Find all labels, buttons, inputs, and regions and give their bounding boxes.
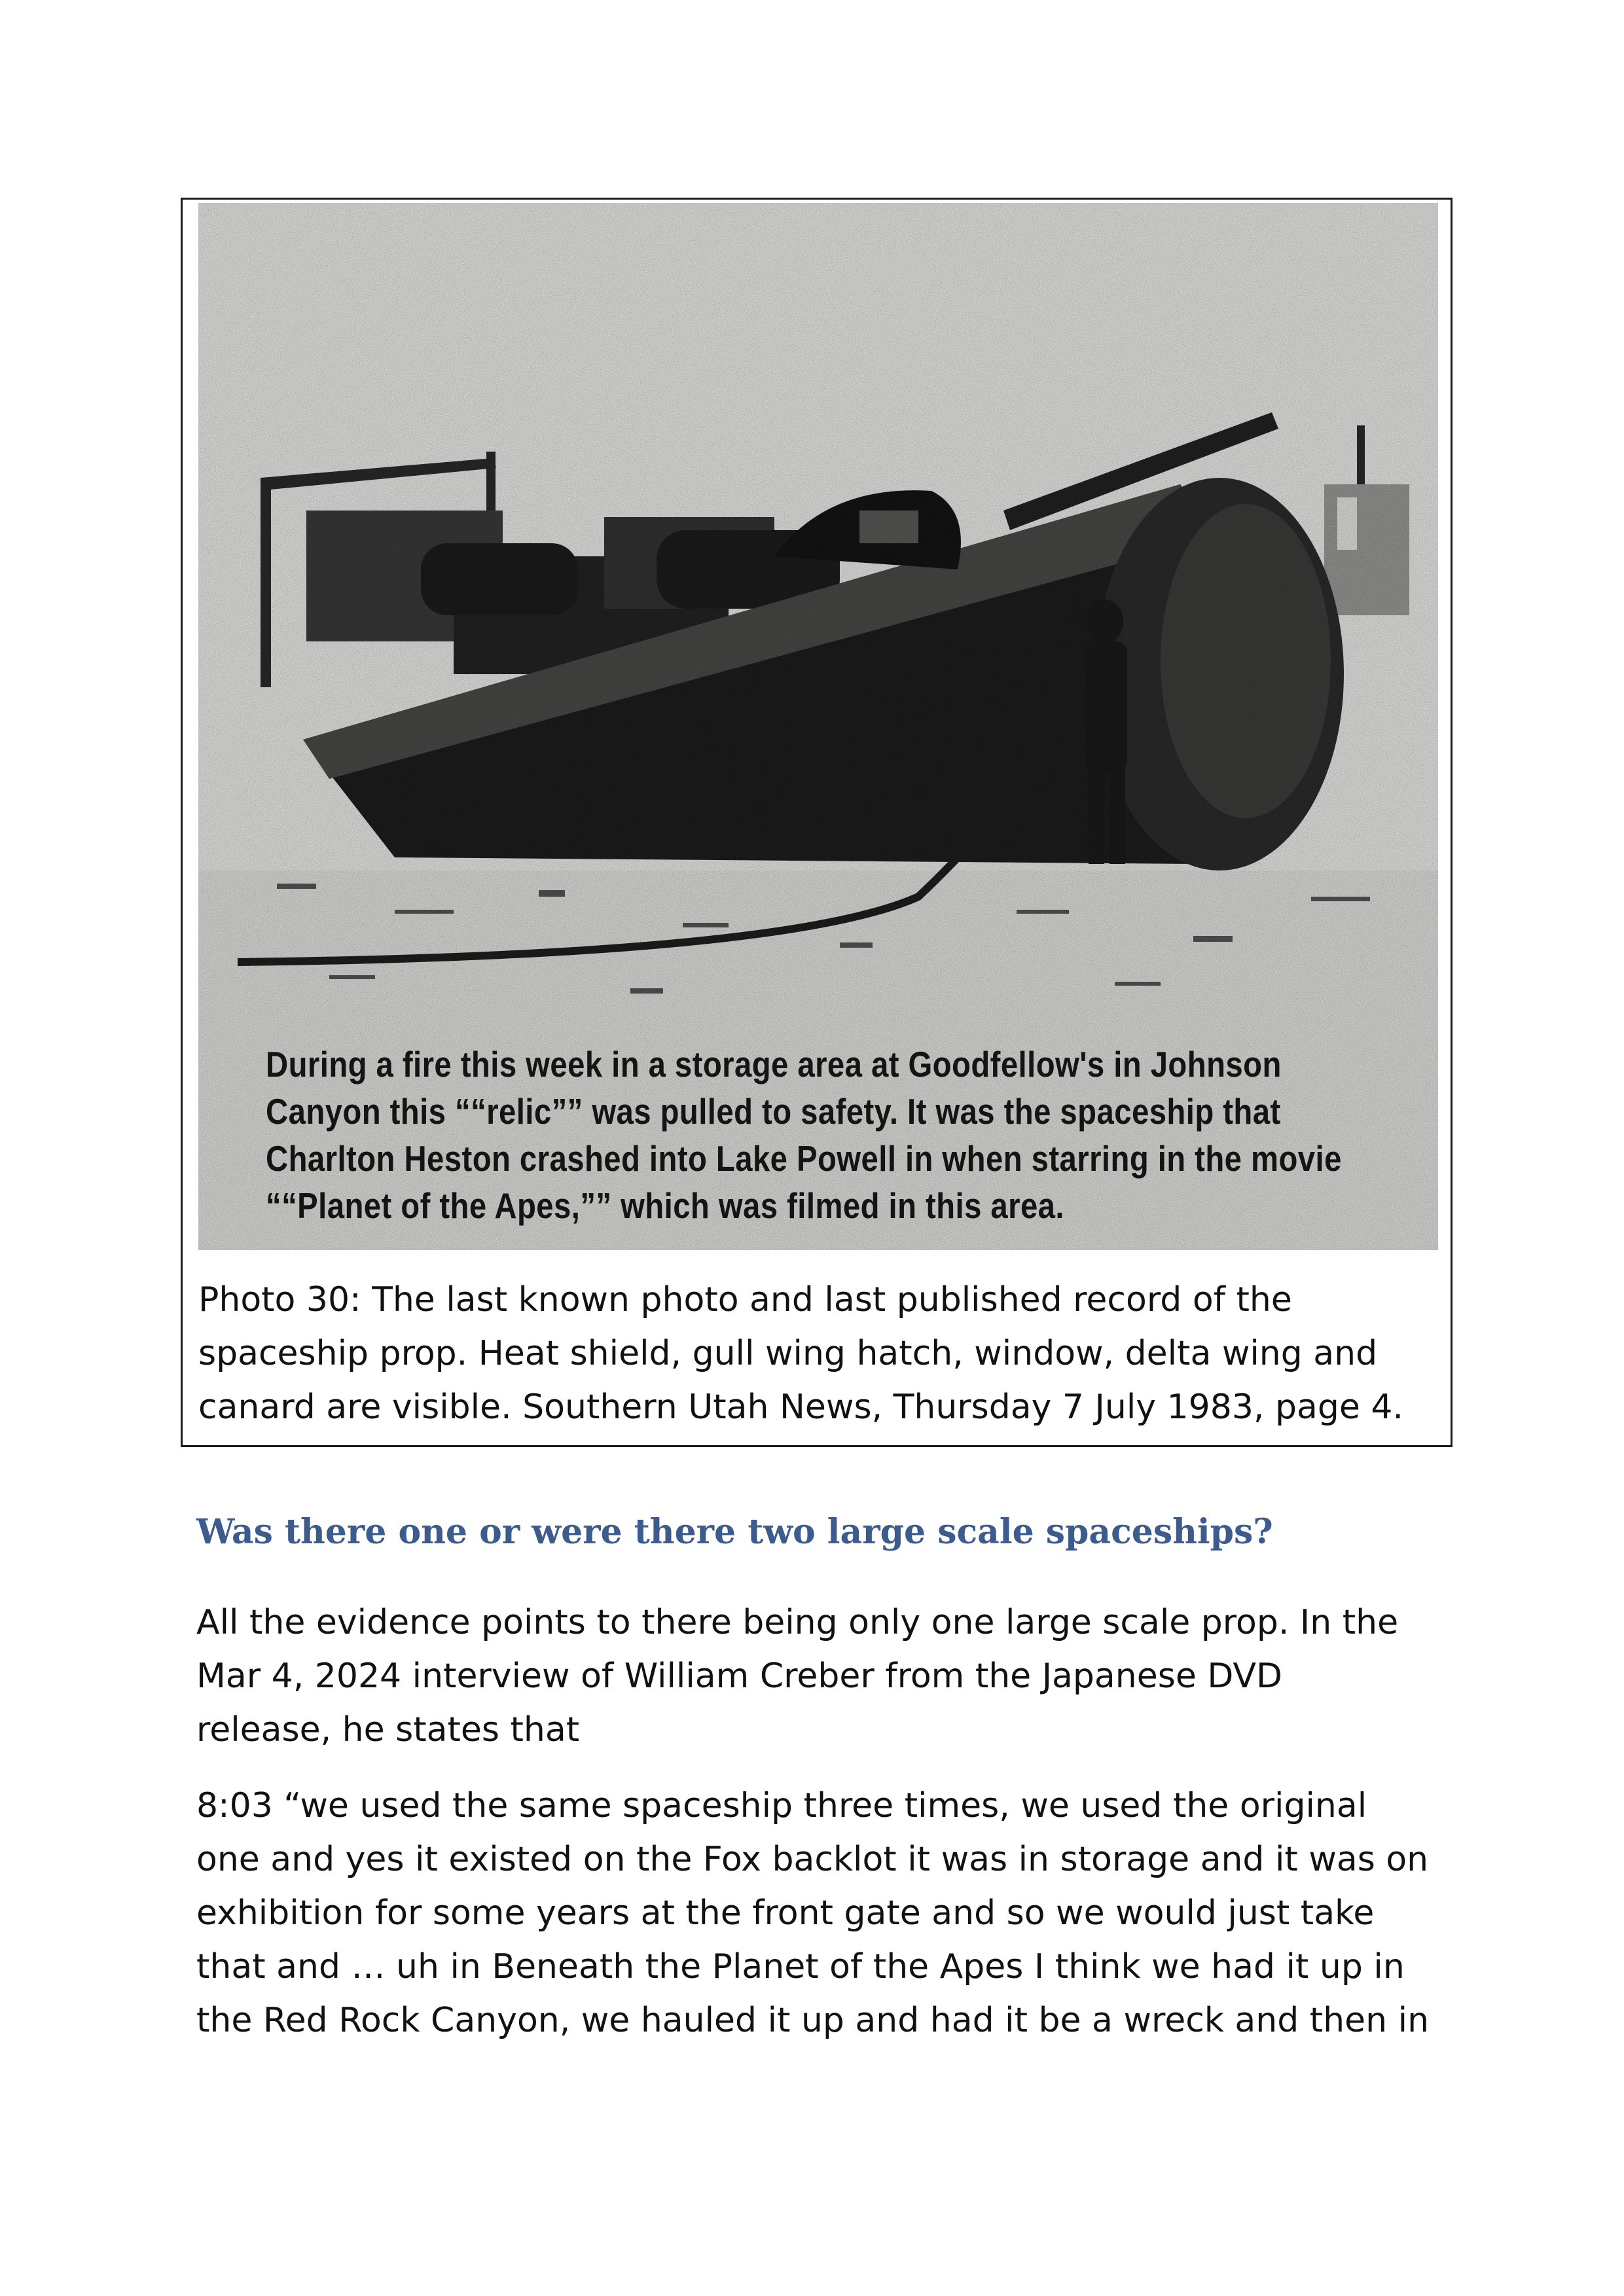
newspaper-photo [198, 203, 1438, 1250]
paragraph-line: All the evidence points to there being only one large scale prop. In the [196, 1603, 1399, 1642]
paragraph-line: one and yes it existed on the Fox backlot it was in storage and it was on [196, 1840, 1429, 1879]
newspaper-caption [266, 1041, 1342, 1229]
paragraph-line: the Red Rock Canyon, we hauled it up and had it be a wreck and then in [196, 2001, 1430, 2040]
paragraph-line: Mar 4, 2024 interview of William Creber from the Japanese DVD [196, 1657, 1283, 1696]
photo-caption-line: canard are visible. Southern Utah News, Thursday 7 July 1983, page 4. [198, 1388, 1403, 1427]
photo-caption-line: spaceship prop. Heat shield, gull wing hatch, window, delta wing and [198, 1334, 1378, 1373]
figure-frame [181, 198, 1453, 1447]
paragraph-line: exhibition for some years at the front gate and so we would just take [196, 1893, 1375, 1933]
newspaper-caption-line: Canyon this ““relic”” was pulled to safety. It was the spaceship that [266, 1091, 1281, 1132]
paragraph-line: release, he states that [196, 1710, 580, 1749]
photo-caption-line: Photo 30: The last known photo and last published record of the [198, 1280, 1292, 1319]
photo-caption [198, 1273, 1429, 1434]
paragraph-line: 8:03 “we used the same spaceship three times, we used the original [196, 1786, 1367, 1825]
paragraph-line: that and … uh in Beneath the Planet of the Apes I think we had it up in [196, 1947, 1405, 1986]
section-heading: Was there one or were there two large scale spaceships? [196, 1512, 1273, 1552]
newspaper-caption-line: During a fire this week in a storage area at Goodfellow's in Johnson [266, 1044, 1282, 1085]
paragraph-evidence [196, 1596, 1440, 1757]
newspaper-caption-line: ““Planet of the Apes,”” which was filmed in this area. [266, 1185, 1065, 1226]
newspaper-caption-line: Charlton Heston crashed into Lake Powell in when starring in the movie [266, 1138, 1342, 1179]
paragraph-quote [196, 1779, 1440, 2047]
